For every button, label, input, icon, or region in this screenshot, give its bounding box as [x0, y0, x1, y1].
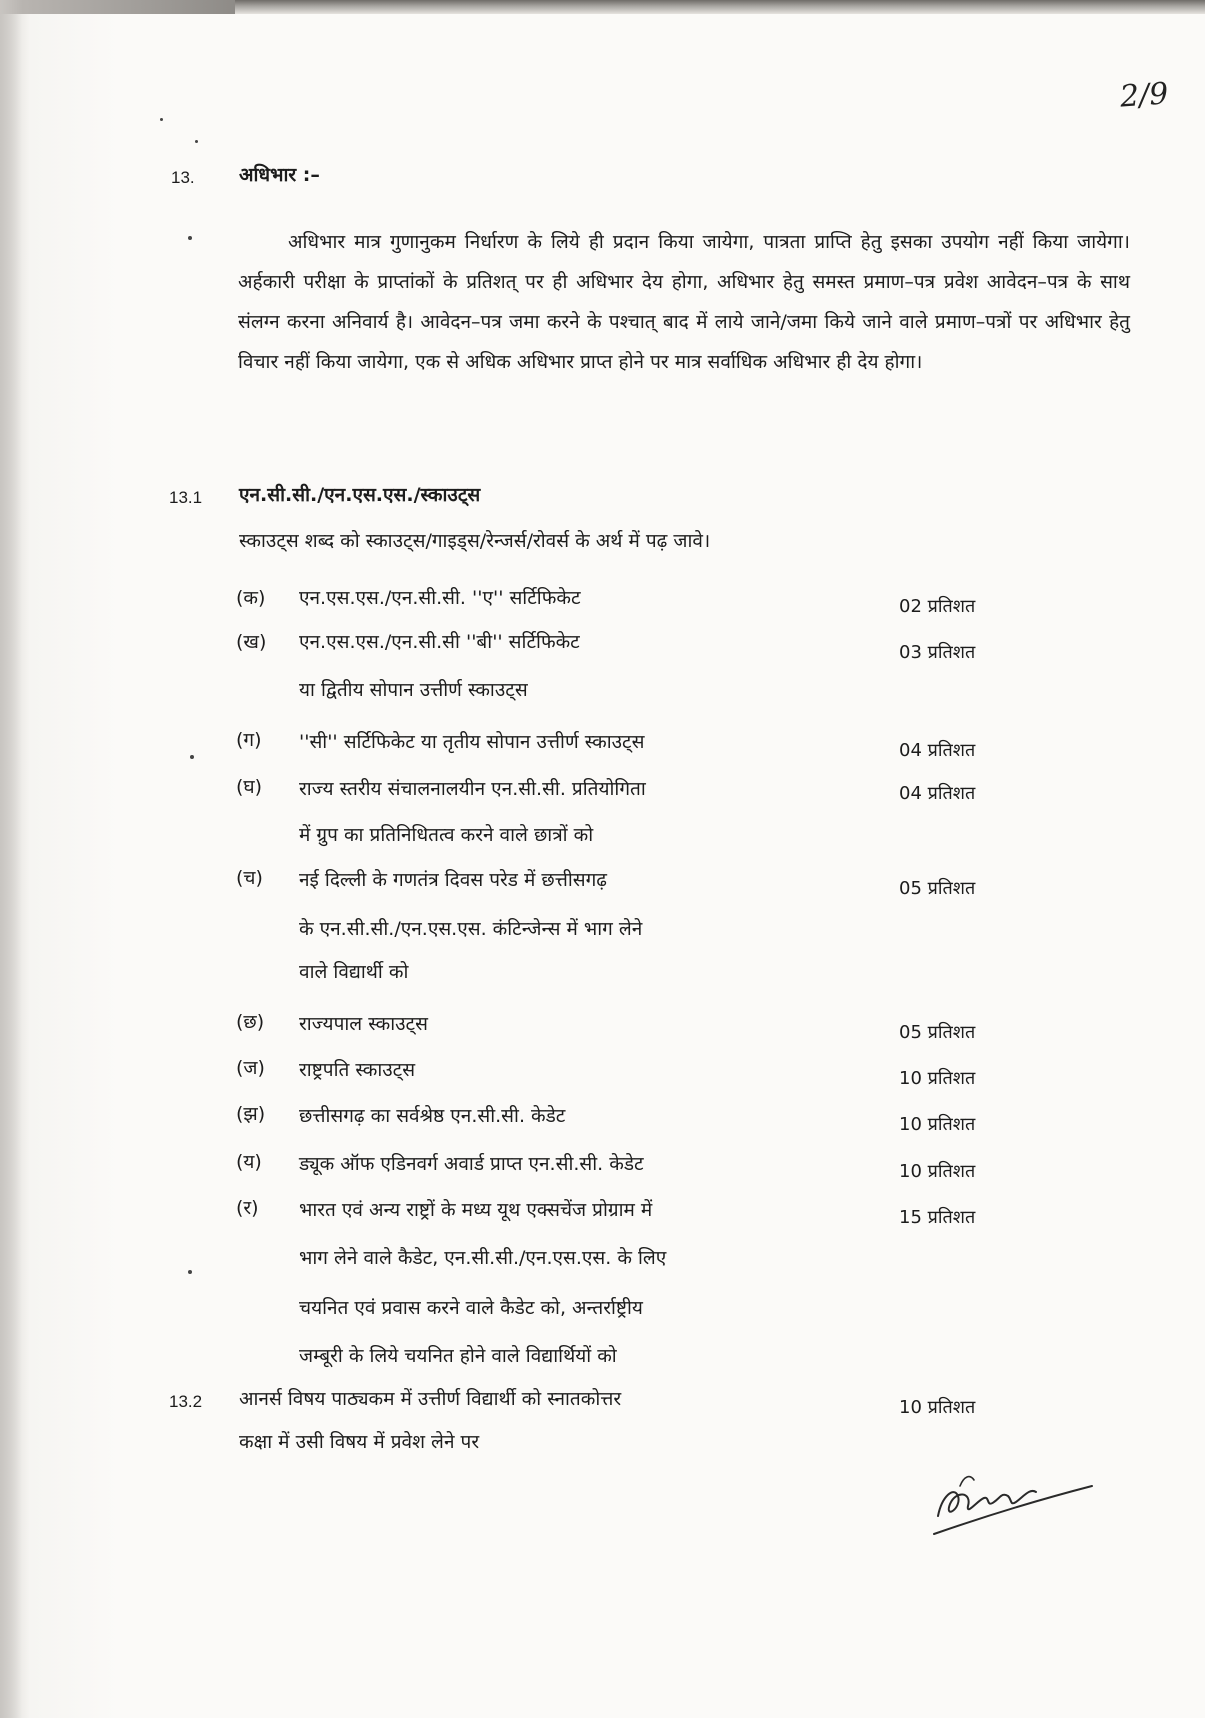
- item-label: (ग): [236, 729, 262, 751]
- item-percent: 04 प्रतिशत: [899, 740, 976, 761]
- item-percent: 15 प्रतिशत: [899, 1207, 976, 1228]
- item-percent: 05 प्रतिशत: [899, 878, 976, 899]
- item-description: भाग लेने वाले कैडेट, एन.सी.सी./एन.एस.एस. के लिए: [299, 1247, 667, 1269]
- scan-corner-shadow: [0, 0, 240, 14]
- item-description: ''सी'' सर्टिफिकेट या तृतीय सोपान उत्तीर्ण स्काउट्स: [299, 731, 645, 753]
- item-description: में ग्रुप का प्रतिनिधितत्व करने वाले छात्रों को: [299, 824, 594, 846]
- item-description: चयनित एवं प्रवास करने वाले कैडेट को, अन्तर्राष्ट्रीय: [299, 1297, 643, 1319]
- handwritten-signature: [920, 1446, 1100, 1546]
- page-number: 2/9: [1118, 76, 1170, 115]
- item-description: भारत एवं अन्य राष्ट्रों के मध्य यूथ एक्सचेंज प्रोग्राम में: [299, 1199, 653, 1221]
- section-title: अधिभार :–: [239, 164, 320, 186]
- subsection-title: एन.सी.सी./एन.एस.एस./स्काउट्स: [239, 484, 481, 506]
- item-description: के एन.सी.सी./एन.एस.एस. कंटिन्जेन्स में भाग लेने: [299, 918, 643, 940]
- subsection-description: आनर्स विषय पाठ्यकम में उत्तीर्ण विद्यार्थी को स्नातकोत्तर: [239, 1388, 622, 1410]
- item-label: (घ): [236, 776, 263, 798]
- item-description: राज्यपाल स्काउट्स: [299, 1013, 428, 1035]
- scan-speck: [188, 1270, 192, 1274]
- item-label: (क): [236, 587, 266, 609]
- item-label: (छ): [236, 1011, 265, 1033]
- item-label: (र): [236, 1197, 259, 1219]
- item-percent: 10 प्रतिशत: [899, 1161, 976, 1182]
- subsection-number: 13.1: [169, 488, 203, 507]
- item-label: (ज): [236, 1057, 265, 1079]
- intro-paragraph: अधिभार मात्र गुणानुकम निर्धारण के लिये ही प्रदान किया जायेगा, पात्रता प्राप्ति हेतु इसका उपयोग नहीं किया जायेगा। अर्हकारी परीक्षा के प्राप्तांकों के प्रतिशत् पर ही अधिभार देय होगा, अधिभार हेतु समस्त प्रमाण–पत्र प्रवेश आवेदन–पत्र के साथ संलग्न करना अनिवार्य है। आवेदन–पत्र जमा करने के पश्चात् बाद में लाये जाने/जमा किये जाने वाले प्रमाण–पत्रों पर अधिभार हेतु विचार नहीं किया जायेगा, एक से अधिक अधिभार प्राप्त होने पर मात्र सर्वाधिक अधिभार ही देय होगा।: [238, 231, 1130, 373]
- scan-speck: [160, 118, 163, 121]
- item-description: छत्तीसगढ़ का सर्वश्रेष्ठ एन.सी.सी. केडेट: [299, 1105, 566, 1127]
- item-label: (च): [236, 867, 263, 889]
- subsection-number: 13.2: [169, 1392, 203, 1411]
- item-description: जम्बूरी के लिये चयनित होने वाले विद्यार्थियों को: [299, 1345, 617, 1367]
- scan-speck: [190, 755, 194, 759]
- item-percent: 10 प्रतिशत: [899, 1114, 976, 1135]
- item-description: वाले विद्यार्थी को: [299, 961, 409, 983]
- scan-speck: [195, 140, 198, 143]
- subsection-description: कक्षा में उसी विषय में प्रवेश लेने पर: [239, 1431, 480, 1453]
- item-description: या द्वितीय सोपान उत्तीर्ण स्काउट्स: [299, 679, 528, 701]
- item-description: नई दिल्ली के गणतंत्र दिवस परेड में छत्तीसगढ़: [299, 869, 607, 891]
- scan-top-edge-shadow: [235, 0, 1205, 14]
- item-percent: 04 प्रतिशत: [899, 783, 976, 804]
- section-number: 13.: [171, 168, 195, 187]
- item-label: (ख): [236, 631, 267, 653]
- item-label: (झ): [236, 1103, 266, 1125]
- item-percent: 05 प्रतिशत: [899, 1022, 976, 1043]
- item-description: एन.एस.एस./एन.सी.सी ''बी'' सर्टिफिकेट: [299, 631, 580, 653]
- item-percent: 10 प्रतिशत: [899, 1068, 976, 1089]
- scan-speck: [188, 236, 192, 240]
- item-label: (य): [236, 1151, 262, 1173]
- scan-left-edge-shadow: [0, 0, 22, 1718]
- item-description: राज्य स्तरीय संचालनालयीन एन.सी.सी. प्रतियोगिता: [299, 778, 646, 800]
- subsection-percent: 10 प्रतिशत: [899, 1397, 976, 1418]
- item-description: एन.एस.एस./एन.सी.सी. ''ए'' सर्टिफिकेट: [299, 587, 581, 609]
- item-description: ड्यूक ऑफ एडिनवर्ग अवार्ड प्राप्त एन.सी.सी. केडेट: [299, 1153, 644, 1175]
- subsection-note: स्काउट्स शब्द को स्काउट्स/गाइड्स/रेन्जर्स/रोवर्स के अर्थ में पढ़ जावे।: [239, 530, 711, 552]
- item-percent: 02 प्रतिशत: [899, 596, 976, 617]
- item-percent: 03 प्रतिशत: [899, 642, 976, 663]
- item-description: राष्ट्रपति स्काउट्स: [299, 1059, 416, 1081]
